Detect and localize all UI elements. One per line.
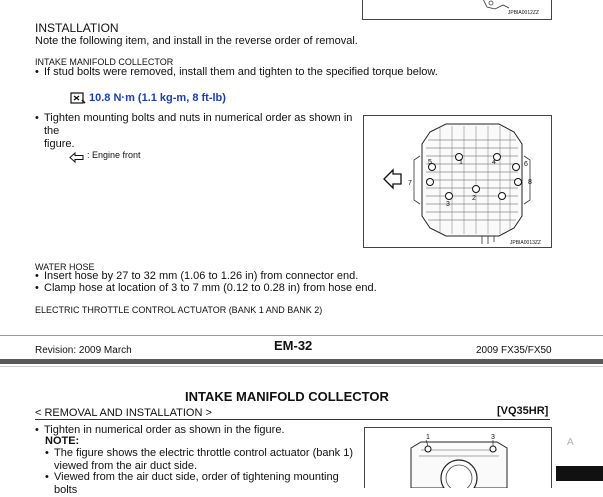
lower-variant: [VQ35HR] xyxy=(497,405,549,417)
footer-divider xyxy=(0,335,603,336)
list-item-text: Clamp hose at location of 3 to 7 mm (0.12 to 0.28 in) from hose end. xyxy=(44,282,377,294)
bullet-marker: • xyxy=(35,424,39,436)
figure-bolt-order xyxy=(363,115,552,248)
footer-page-number: EM-32 xyxy=(274,338,313,353)
page-separator xyxy=(0,359,603,364)
lower-subheading: < REMOVAL AND INSTALLATION > xyxy=(35,407,212,419)
side-index-tab xyxy=(556,466,603,481)
bolt-label-7: 7 xyxy=(408,180,412,187)
footer-model: 2009 FX35/FX50 xyxy=(476,345,552,356)
figure-top-partial xyxy=(362,0,552,20)
bolt-label-8: 8 xyxy=(528,179,532,186)
list-item-text: The figure shows the electric throttle control actuator (bank 1) viewed from the air duct side. xyxy=(54,447,353,472)
installation-intro: Note the following item, and install in the reverse order of removal. xyxy=(35,35,358,47)
bullet-marker: • xyxy=(35,270,39,282)
bullet-marker: • xyxy=(35,112,39,124)
throttle-bolt-label-3: 3 xyxy=(491,434,495,441)
list-item xyxy=(35,66,438,79)
list-item-text: If stud bolts were removed, install them and tighten to the specified torque below. xyxy=(44,66,438,78)
torque-value: 10.8 N·m (1.1 kg-m, 8 ft-lb) xyxy=(89,92,226,104)
list-item xyxy=(35,282,377,295)
list-item xyxy=(35,112,365,151)
list-item-text: Tighten in numerical order as shown in the figure. xyxy=(44,424,285,436)
list-item xyxy=(45,471,365,497)
bolt-label-1: 1 xyxy=(459,159,463,166)
list-item-text: Insert hose by 27 to 32 mm (1.06 to 1.26 in) from connector end. xyxy=(44,270,359,282)
engine-front-label: : Engine front xyxy=(87,150,141,160)
page-separator-light xyxy=(0,366,603,367)
engine-front-legend xyxy=(69,150,141,161)
section-title-throttle: ELECTRIC THROTTLE CONTROL ACTUATOR (BANK 1 AND BANK 2) xyxy=(35,305,323,315)
throttle-bolt-label-1: 1 xyxy=(426,434,430,441)
list-item-text: Tighten mounting bolts and nuts in numerical order as shown in the figure. xyxy=(44,112,353,150)
section-title-collector: INTAKE MANIFOLD COLLECTOR xyxy=(35,57,174,67)
bullet-marker: • xyxy=(45,471,49,483)
bolt-label-4: 4 xyxy=(492,159,496,166)
figure-throttle-actuator xyxy=(364,427,552,488)
bullet-marker: • xyxy=(35,66,39,78)
side-index-letter: A xyxy=(567,437,574,448)
engine-front-arrow-icon xyxy=(69,150,85,161)
bolt-label-6: 6 xyxy=(524,161,528,168)
note-label: NOTE: xyxy=(45,435,80,447)
installation-heading: INSTALLATION xyxy=(35,21,119,35)
torque-wrench-icon xyxy=(70,92,86,105)
manifold-drawing xyxy=(364,116,551,247)
bolt-label-2: 2 xyxy=(472,195,476,202)
torque-spec xyxy=(70,92,226,105)
bullet-marker: • xyxy=(45,447,49,459)
bolt-label-3: 3 xyxy=(446,201,450,208)
list-item-text: Viewed from the air duct side, order of tightening mounting bolts xyxy=(54,471,339,496)
list-item xyxy=(45,447,360,473)
figure-code: JPBIA0013ZZ xyxy=(509,240,541,246)
bolt-label-5: 5 xyxy=(428,159,432,166)
figure-top-code: JPBIA0012ZZ xyxy=(507,10,539,16)
footer-revision: Revision: 2009 March xyxy=(35,345,132,356)
bullet-marker: • xyxy=(35,282,39,294)
lower-header-rule xyxy=(35,419,550,420)
lower-page-title: INTAKE MANIFOLD COLLECTOR xyxy=(185,389,389,404)
section-title-water-hose: WATER HOSE xyxy=(35,262,95,272)
throttle-drawing xyxy=(365,428,551,488)
